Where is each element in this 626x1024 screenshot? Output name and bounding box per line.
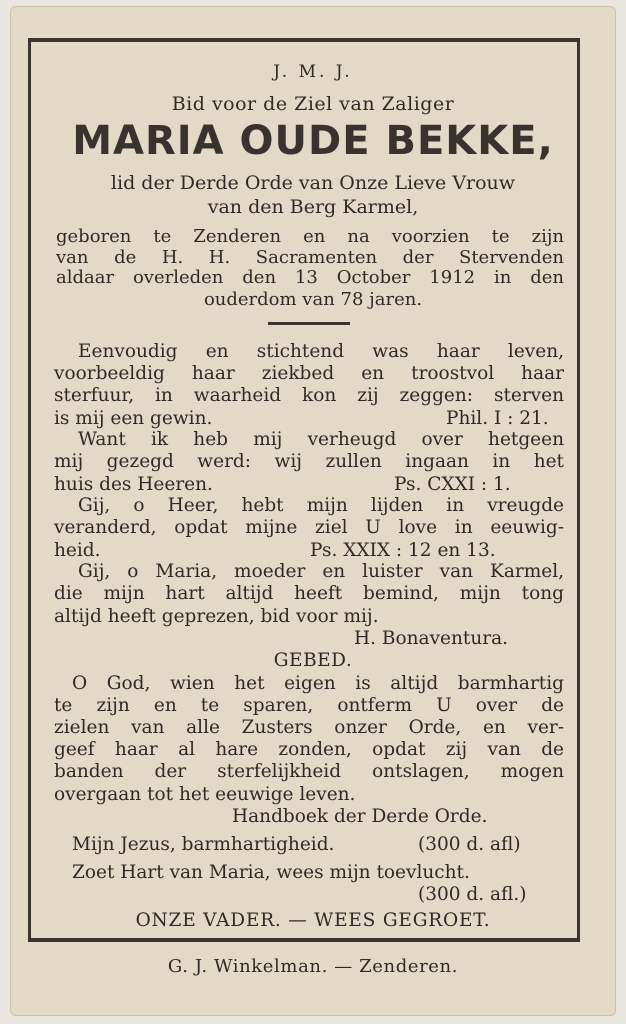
prayer-title: GEBED. [273, 650, 353, 671]
verse-line: Want ik heb mij verheugd over hetgeen [78, 429, 564, 450]
verse-line: is mij een gewin. [54, 408, 213, 429]
verse-line: Gij, o Maria, moeder en luister van Karmel, [78, 561, 564, 582]
jmj-heading: J. M. J. [273, 62, 353, 82]
prayer-line: zielen van alle Zusters onzer Orde, en ver- [54, 717, 564, 738]
closing-prayers: ONZE VADER. — WEES GEGROET. [135, 910, 491, 931]
printer-imprint: G. J. Winkelman. — Zenderen. [167, 956, 459, 977]
verse-line: altijd heeft geprezen, bid voor mij. [54, 606, 379, 627]
indulgence-text: Zoet Hart van Maria, wees mijn toevlucht. [72, 862, 470, 883]
verse-line: die mijn hart altijd heeft bemind, mijn tong [54, 583, 564, 604]
order-line-1: lid der Derde Orde van Onze Lieve Vrouw [110, 172, 516, 194]
bio-line: geboren te Zenderen en na voorzien te zijn [56, 226, 564, 247]
prayer-line: overgaan tot het eeuwige leven. [54, 784, 356, 805]
indulgence-text: Mijn Jezus, barmhartigheid. [72, 834, 335, 855]
verse-line: heid. [54, 540, 101, 561]
indulgence-note: (300 d. afl.) [418, 884, 527, 905]
verse-line: voorbeeldig haar ziekbed en troostvol haar [54, 363, 564, 384]
deceased-name: MARIA OUDE BEKKE, [72, 118, 554, 164]
intro-line: Bid voor de Ziel van Zaliger [171, 93, 455, 115]
bio-line: ouderdom van 78 jaren. [203, 289, 423, 310]
verse-line: mij gezegd werd: wij zullen ingaan in het [54, 451, 564, 472]
verse-citation: Ps. CXXI : 1. [394, 474, 511, 495]
prayer-line: te zijn en te sparen, ontferm U over de [54, 695, 564, 716]
verse-line: veranderd, opdat mijne ziel U love in eeuwig- [54, 517, 564, 538]
bio-line: van de H. H. Sacramenten der Stervenden [56, 247, 564, 268]
verse-line: sterfuur, in waarheid kon zij zeggen: sterven [54, 385, 564, 406]
prayer-line: banden der sterfelijkheid ontslagen, mogen [54, 761, 564, 782]
bio-line: aldaar overleden den 13 October 1912 in den [56, 267, 564, 288]
prayer-source: Handboek der Derde Orde. [232, 806, 488, 827]
prayer-line: O God, wien het eigen is altijd barmhartig [72, 673, 564, 694]
verse-citation: H. Bonaventura. [354, 628, 508, 649]
verse-line: Gij, o Heer, hebt mijn lijden in vreugde [78, 495, 564, 516]
indulgence-note: (300 d. afl) [418, 834, 521, 855]
verse-line: Eenvoudig en stichtend was haar leven, [78, 341, 564, 362]
divider-rule [268, 322, 350, 325]
verse-citation: Phil. I : 21. [446, 408, 549, 429]
verse-citation: Ps. XXIX : 12 en 13. [310, 540, 496, 561]
order-line-2: van den Berg Karmel, [207, 196, 419, 218]
verse-line: huis des Heeren. [54, 474, 213, 495]
prayer-line: geef haar al hare zonden, opdat zij van de [54, 739, 564, 760]
